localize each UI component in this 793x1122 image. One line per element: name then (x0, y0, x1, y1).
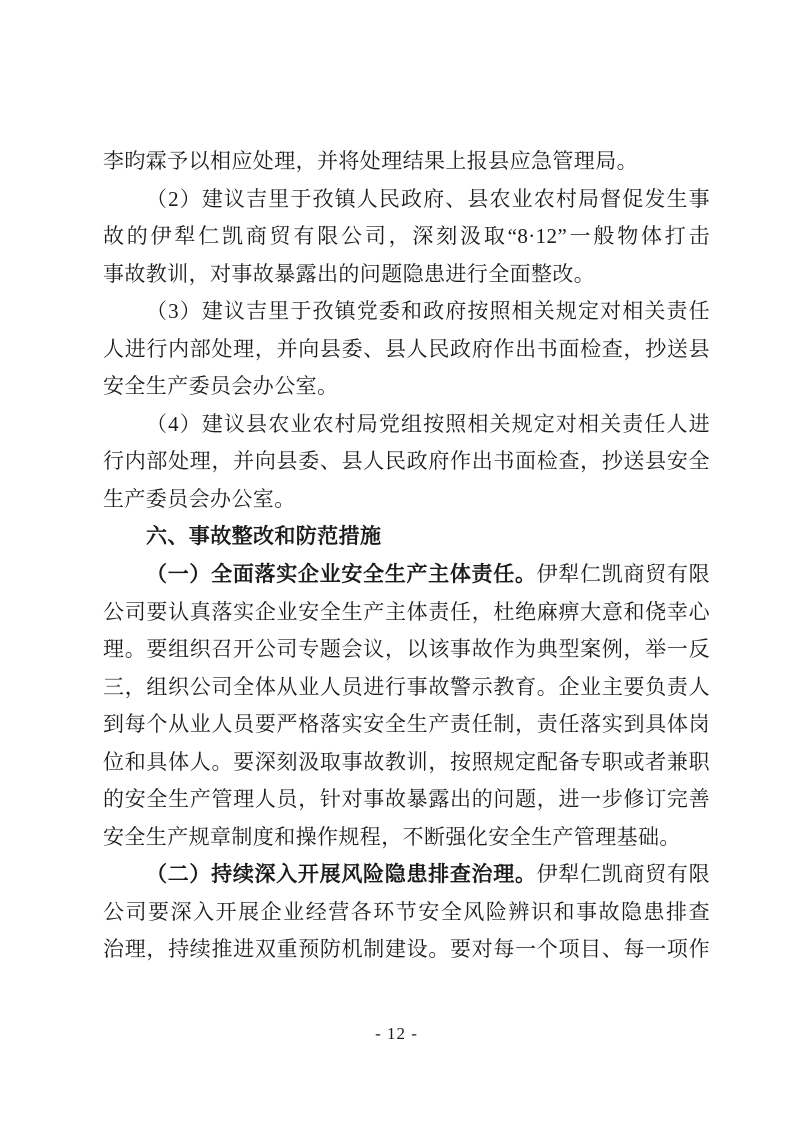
page-number: - 12 - (375, 1024, 418, 1043)
doc-line: （2）建议吉里于孜镇人民政府、县农业农村局督促发生事 (146, 186, 710, 211)
doc-line: 位和具体人。要深刻汲取事故教训，按照规定配备专职或者兼职 (103, 749, 710, 774)
line-text: 伊犁仁凯商贸有限 (536, 862, 710, 887)
doc-line: 故的伊犁仁凯商贸有限公司，深刻汲取“8·12”一般物体打击 (103, 224, 710, 249)
doc-line: 到每个从业人员要严格落实安全生产责任制，责任落实到具体岗 (103, 712, 710, 737)
report-body (103, 143, 710, 969)
doc-line: 行内部处理，并向县委、县人民政府作出书面检查，抄送县安全 (103, 449, 710, 474)
doc-line: 治理，持续推进双重预防机制建设。要对每一个项目、每一项作 (103, 937, 710, 962)
doc-line: 三，组织公司全体从业人员进行事故警示教育。企业主要负责人 (103, 674, 710, 699)
doc-line (103, 856, 710, 894)
doc-line: 李昀霖予以相应处理，并将处理结果上报县应急管理局。 (103, 149, 638, 173)
doc-line: 生产委员会办公室。 (103, 486, 296, 511)
doc-line: 公司要认真落实企业安全生产主体责任，杜绝麻痹大意和侥幸心 (103, 599, 710, 624)
line-text: 伊犁仁凯商贸有限 (536, 562, 710, 587)
doc-line: 的安全生产管理人员，针对事故暴露出的问题，进一步修订完善 (103, 787, 710, 812)
doc-line: 安全生产规章制度和操作规程，不断强化安全生产管理基础。 (103, 824, 681, 849)
doc-line: （3）建议吉里于孜镇党委和政府按照相关规定对相关责任 (146, 299, 710, 324)
doc-line: 公司要深入开展企业经营各环节安全风险辨识和事故隐患排查 (103, 899, 710, 924)
doc-line (103, 556, 710, 594)
doc-line: （4）建议县农业农村局党组按照相关规定对相关责任人进 (146, 411, 710, 436)
doc-line: 人进行内部处理，并向县委、县人民政府作出书面检查，抄送县 (103, 336, 710, 361)
subheading-bold: （一）全面落实企业安全生产主体责任。 (146, 562, 537, 587)
doc-line: 理。要组织召开公司专题会议，以该事故作为典型案例，举一反 (103, 637, 710, 662)
subheading-bold: （二）持续深入开展风险隐患排查治理。 (146, 862, 537, 887)
doc-line: 安全生产委员会办公室。 (103, 374, 339, 399)
doc-line: 事故教训，对事故暴露出的问题隐患进行全面整改。 (103, 261, 596, 286)
section-heading: 六、事故整改和防范措施 (146, 525, 382, 549)
